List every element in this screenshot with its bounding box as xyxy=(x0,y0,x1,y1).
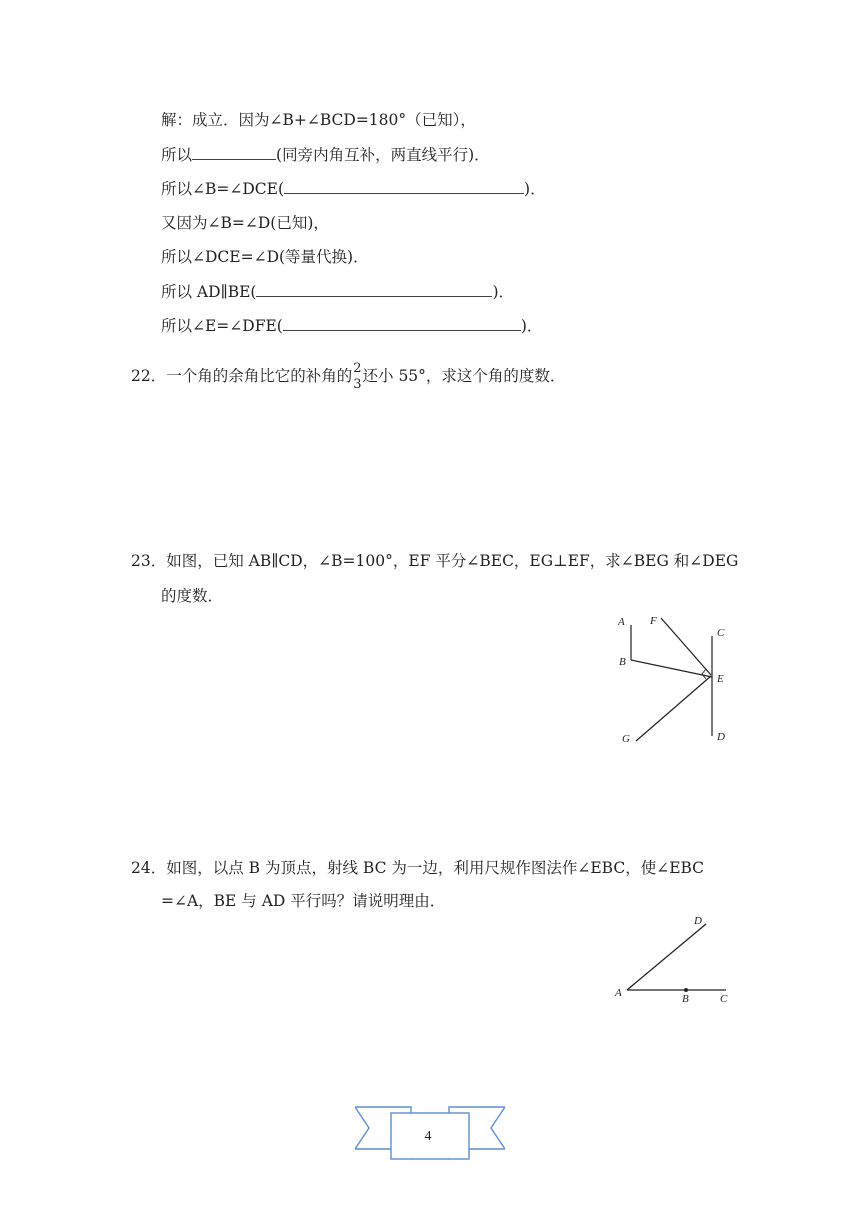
fraction-numerator: 2 xyxy=(353,361,362,376)
solution-line-3-prefix: 所以∠B=∠DCE( xyxy=(161,180,285,198)
solution-line-3 xyxy=(161,179,546,199)
solution-line-6-prefix: 所以 AD∥BE( xyxy=(161,283,257,301)
solution-line-4: 又因为∠B=∠D(已知)， xyxy=(161,214,329,232)
label-e: E xyxy=(717,673,724,685)
answer-blank-2[interactable] xyxy=(284,179,524,194)
question-22-prefix: 22．一个角的余角比它的补角的 xyxy=(131,367,353,385)
question-23-line-1: 23．如图，已知 AB∥CD，∠B=100°，EF 平分∠BEC，EG⊥EF，求∠BEG 和∠DEG xyxy=(131,552,739,570)
label-b: B xyxy=(619,656,626,668)
solution-line-2 xyxy=(161,145,490,165)
solution-line-1: 解：成立．因为∠B+∠BCD=180°（已知）， xyxy=(161,111,476,129)
solution-line-7-suffix: )． xyxy=(520,317,543,335)
solution-line-2-prefix: 所以 xyxy=(161,146,193,164)
label-f: F xyxy=(650,615,657,627)
page-number: 4 xyxy=(424,1129,432,1144)
answer-blank-4[interactable] xyxy=(283,316,521,331)
label-c: C xyxy=(720,993,728,1005)
label-b: B xyxy=(682,993,689,1005)
question-24-line-1: 24．如图，以点 B 为顶点，射线 BC 为一边，利用尺规作图法作∠EBC，使∠EBC xyxy=(131,859,705,877)
fraction-denominator: 3 xyxy=(353,377,362,392)
label-a: A xyxy=(618,616,625,628)
question-22-suffix: 还小 55°，求这个角的度数． xyxy=(362,367,566,385)
solution-line-5: 所以∠DCE=∠D(等量代换)． xyxy=(161,248,369,266)
question-23-line-2: 的度数． xyxy=(161,587,224,605)
question-22 xyxy=(131,358,565,394)
label-a: A xyxy=(615,987,622,999)
solution-line-7 xyxy=(161,316,542,336)
point-b xyxy=(684,988,688,992)
fraction-two-thirds xyxy=(353,361,361,393)
question-24-line-2: =∠A，BE 与 AD 平行吗？请说明理由． xyxy=(161,892,446,910)
solution-line-3-suffix: )． xyxy=(524,180,546,198)
answer-blank-1[interactable] xyxy=(192,145,276,160)
answer-blank-3[interactable] xyxy=(256,282,492,297)
figure-q24 xyxy=(608,908,738,1008)
solution-line-6 xyxy=(161,282,514,302)
label-d: D xyxy=(717,731,725,743)
solution-line-7-prefix: 所以∠E=∠DFE( xyxy=(161,317,283,335)
segment-fe xyxy=(661,618,711,675)
solution-line-2-suffix: (同旁内角互补，两直线平行)． xyxy=(276,146,490,164)
label-c: C xyxy=(717,627,725,639)
segment-ge xyxy=(636,676,711,741)
right-angle-mark xyxy=(702,669,706,679)
figure-q23 xyxy=(610,608,740,750)
ray-ad xyxy=(627,924,706,990)
solution-line-6-suffix: )． xyxy=(492,283,515,301)
label-d: D xyxy=(694,915,702,927)
label-g: G xyxy=(622,733,630,745)
